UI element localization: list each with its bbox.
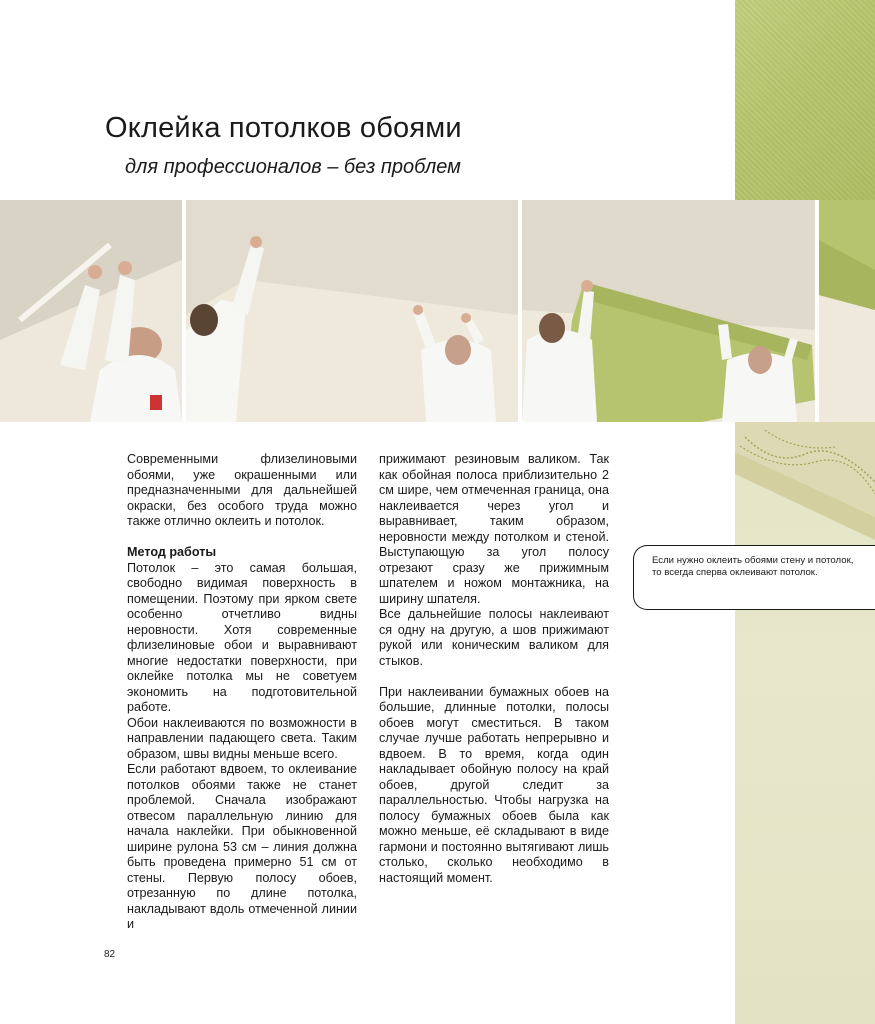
text-column-right (379, 452, 609, 886)
body-paragraph: При наклеивании бумажных обоев на большие, длинные потолки, полосы обоев могут сместиться. В таком случае лучше работать непрерывно и вдвоем. В то время, когда один накладывает обойную полосу на край обоев, другой следит за параллельностью. Чтобы нагрузка на полосу бумажных обоев была как можно меньше, её складывают в виде гармони и постоянно вытягивают лишь столько, сколько необходимо в настоящий момент. (379, 684, 609, 885)
photo-hanging-wallpaper (522, 200, 815, 422)
body-paragraph: Если работают вдвоем, то оклеивание потолков обоями также не станет проблемой. Сначала изображают отвесом параллельную линию для начала наклейки. При обыкновенной ширине рулона 53 см – линия должна быть проведена примерно 51 см от стены. Первую полосу обоев, отрезанную по длине потолка, накладывают вдоль отмеченной линии и (127, 762, 357, 931)
photo-marking-line (0, 200, 182, 422)
text-column-left (127, 452, 357, 933)
photo-finished-ceiling (819, 200, 875, 422)
tip-text: Если нужно оклеить обоями стену и потолок, то всегда сперва оклеивают потолок. (652, 555, 854, 578)
green-wallpaper-swatch (735, 0, 875, 200)
photo-preparing-ceiling (186, 200, 518, 422)
photo-strip (0, 200, 875, 422)
tip-callout (633, 545, 875, 610)
page-number: 82 (104, 949, 116, 960)
body-paragraph: прижимают резиновым валиком. Так как обойная полоса приблизительно 2 см шире, чем отмеченная граница, она наклеивается через угол и выравнивает, таким образом, неровности между потолком и стеной. Выступающую за угол полосу отрезают сразу же прижимным шпателем и ножом монтажника, на ширину шпателя. (379, 452, 609, 606)
body-paragraph: Обои наклеиваются по возможности в направлении падающего света. Таким образом, швы видны меньше всего. (127, 715, 357, 761)
page-subtitle: для профессионалов – без проблем (125, 156, 461, 178)
intro-paragraph: Современными флизелиновыми обоями, уже окрашенными или предназначенными для дальнейшей окраски, без особого труда можно также отлично оклеить и потолок. (127, 452, 357, 528)
page-title: Оклейка потолков обоями (105, 112, 462, 144)
body-paragraph: Потолок – это самая большая, свободно видимая поверхность в помещении. Поэтому при ярком свете особенно отчетливо видны неровности. Хотя современные флизелиновые обои и выравнивают многие недостатки поверхности, при оклейке потолка мы не советуем экономить на подготовительной работе. (127, 560, 357, 714)
wallpaper-detail-panel (735, 422, 875, 1024)
section-heading: Метод работы (127, 545, 217, 559)
body-paragraph: Все дальнейшие полосы наклеивают ся одну на другую, а шов прижимают рукой или коническим валиком для стыков. (379, 607, 609, 668)
